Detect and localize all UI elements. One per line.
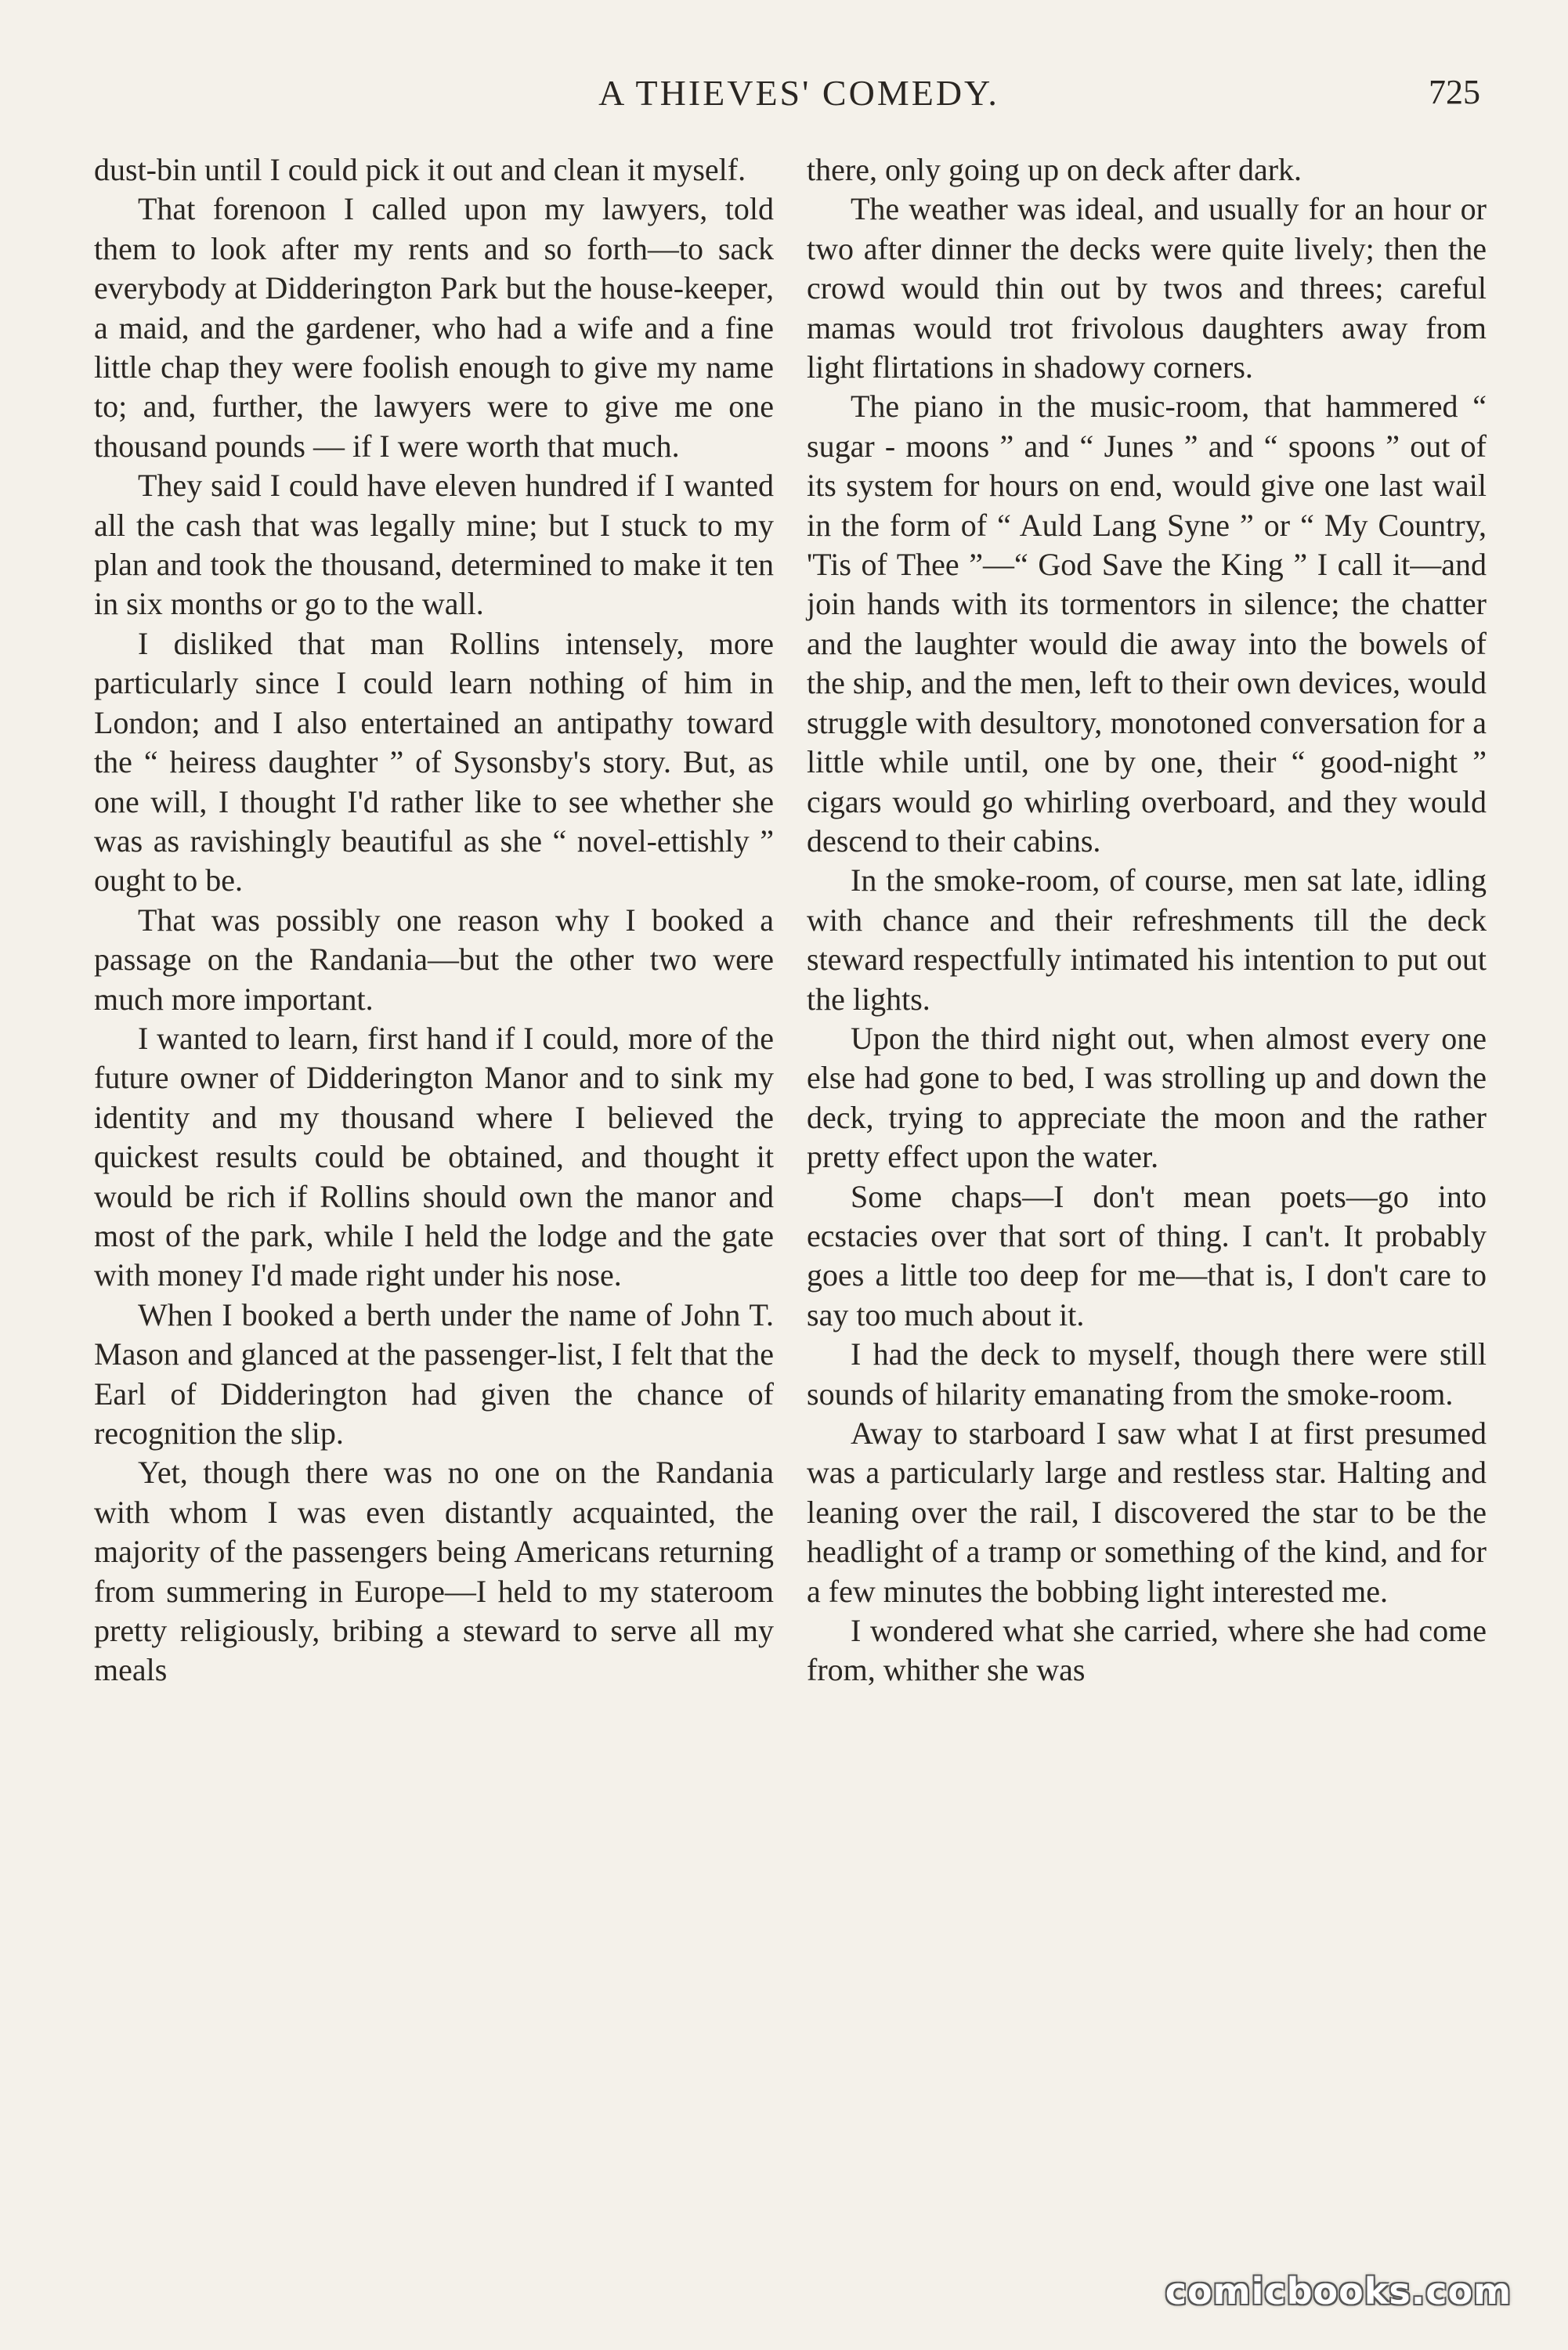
paragraph: That was possibly one reason why I booked a passage on the Randania—but the other two were much more important. — [94, 902, 774, 1017]
paragraph: They said I could have eleven hundred if I wanted all the cash that was legally mine; but I stuck to my plan and took the thousand, determined to make it ten in six months or go to the wall. — [94, 468, 774, 622]
paragraph: When I booked a berth under the name of John T. Mason and glanced at the passenger-list, I felt that the Earl of Didderington had given the chance of recognition the slip. — [94, 1296, 774, 1451]
paragraph: I wanted to learn, first hand if I could, more of the future owner of Didderington Manor and to sink my identity and my thousand where I believed the quickest results could be obtained, and thought it would be rich if Rollins should own the manor and most of the park, while I held the lodge and the gate with money I'd made right under his nose. — [94, 1020, 774, 1293]
paragraph: That forenoon I called upon my lawyers, told them to look after my rents and so forth—to sack everybody at Didderington Park but the house-keeper, a maid, and the gardener, who had a wife and a fine little chap they were foolish enough to give my name to; and, further, the lawyers were to give me one thousand pounds — if I were worth that much. — [94, 191, 774, 464]
page-number: 725 — [1429, 73, 1480, 111]
paragraph: The piano in the music-room, that hammered “ sugar - moons ” and “ Junes ” and “ spoons ” out of its system for hours on end, would give one last wail in the form of “ Auld Lang Syne ” or “ My Country, 'Tis of Thee ”—“ God Save the King ” I call it—and join hands with its tormentors in silence; the chatter and the laughter would die away into the bowels of the ship, and the men, left to their own devices, would struggle with desultory, monotoned conversation for a little while until, one by one, their “ good-night ” cigars would go whirling overboard, and they would descend to their cabins. — [807, 389, 1487, 859]
paragraph: I disliked that man Rollins intensely, more particularly since I could learn nothing of him in London; and I also entertained an antipathy toward the “ heiress daughter ” of Sysonsby's story. But, as one will, I thought I'd rather like to see whether she was as ravishingly beautiful as she “ novel-ettishly ” ought to be. — [94, 625, 774, 898]
left-column — [94, 150, 774, 1690]
paragraph: Some chaps—I don't mean poets—go into ecstacies over that sort of thing. I can't. It probably goes a little too deep for me—that is, I don't care to say too much about it. — [807, 1178, 1487, 1332]
paragraph: Away to starboard I saw what I at first presumed was a particularly large and restless star. Halting and leaning over the rail, I discovered the star to be the headlight of a tramp or something of the kind, and for a few minutes the bobbing light interested me. — [807, 1415, 1487, 1609]
paragraph: The weather was ideal, and usually for an hour or two after dinner the decks were quite lively; then the crowd would thin out by twos and threes; careful mamas would trot frivolous daughters away from light flirtations in shadowy corners. — [807, 191, 1487, 385]
paragraph: there, only going up on deck after dark. — [807, 152, 1302, 187]
paragraph: I had the deck to myself, though there were still sounds of hilarity emanating from the smoke-room. — [807, 1336, 1487, 1412]
paragraph: Yet, though there was no one on the Randania with whom I was even distantly acquainted, the majority of the passengers being Americans returning from summering in Europe—I held to my stateroom pretty religiously, bribing a steward to serve all my meals — [94, 1455, 774, 1688]
paragraph: In the smoke-room, of course, men sat late, idling with chance and their refreshments till the deck steward respectfully intimated his intention to put out the lights. — [807, 862, 1487, 1017]
running-head-title: A THIEVES' COMEDY. — [598, 73, 999, 113]
paragraph: dust-bin until I could pick it out and clean it myself. — [94, 152, 746, 187]
paragraph: I wondered what she carried, where she had come from, whither she was — [807, 1613, 1487, 1688]
right-column — [807, 150, 1487, 1690]
watermark-logo: comicbooks.com — [1165, 2270, 1512, 2312]
paragraph: Upon the third night out, when almost every one else had gone to bed, I was strolling up and down the deck, trying to appreciate the moon and the rather pretty effect upon the water. — [807, 1020, 1487, 1175]
